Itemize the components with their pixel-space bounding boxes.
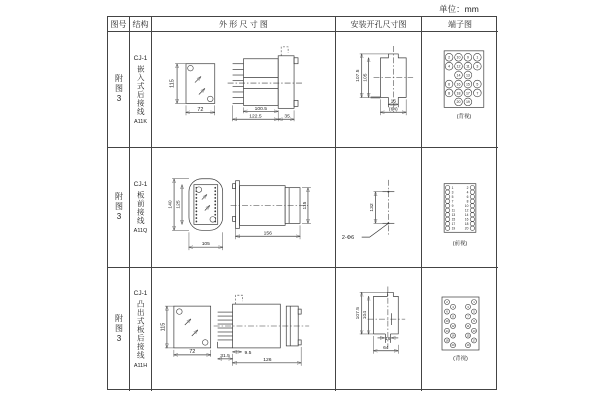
dim-cutout-inner: 104 xyxy=(363,311,369,320)
view-label: (背视) xyxy=(453,356,468,362)
svg-text:9: 9 xyxy=(466,55,469,60)
row1-front-view xyxy=(170,64,215,116)
svg-text:10: 10 xyxy=(445,319,449,324)
svg-text:16: 16 xyxy=(451,333,455,338)
hole-callout: 2-Φ6 xyxy=(341,235,355,242)
row2-front-view xyxy=(168,179,223,250)
row3-structure xyxy=(130,268,152,391)
dim-pin-depth: 31.5 xyxy=(220,353,230,359)
dim-flange: 35 xyxy=(284,114,290,120)
svg-text:7: 7 xyxy=(451,199,454,204)
svg-text:13: 13 xyxy=(451,212,456,217)
svg-text:13: 13 xyxy=(472,328,476,333)
svg-text:5: 5 xyxy=(451,194,454,199)
svg-text:12: 12 xyxy=(451,324,455,329)
dim-side-height: 115 xyxy=(302,201,308,210)
model-label: CJ-1 xyxy=(133,290,148,298)
row2-terminal-cell xyxy=(422,148,498,268)
row2-holes xyxy=(342,180,394,241)
row3-terminal-circles xyxy=(445,300,477,348)
row3-fig-no xyxy=(108,268,130,391)
row1-outline-cell xyxy=(152,32,336,148)
row1-structure xyxy=(130,32,152,148)
dim-front-width: 72 xyxy=(189,348,196,355)
structure-name: 板前接线 xyxy=(136,191,146,225)
row3-install-drawing xyxy=(336,268,421,391)
header-structure: 结构 xyxy=(130,17,152,32)
row2-terminal-circles xyxy=(445,185,474,230)
dim-front-height: 115 xyxy=(169,79,176,88)
dim-cutout-width: (64) xyxy=(388,107,398,113)
svg-text:17: 17 xyxy=(472,338,476,343)
svg-text:5: 5 xyxy=(473,309,475,314)
dim-length: 156 xyxy=(263,231,272,237)
row3-terminal-cell xyxy=(422,268,498,391)
row3-side-view xyxy=(214,295,309,366)
dim-slot: 16 xyxy=(390,99,397,105)
dim-front-height: 115 xyxy=(160,322,167,332)
dim-inner-height: 125 xyxy=(176,200,182,209)
row1-install-drawing xyxy=(336,32,421,147)
header-install: 安装开孔尺寸图 xyxy=(336,17,422,32)
row3-install-cell xyxy=(336,268,422,391)
svg-text:3: 3 xyxy=(451,190,454,195)
dim-total-length: 122.5 xyxy=(249,114,262,120)
svg-text:7: 7 xyxy=(467,314,469,319)
svg-text:9: 9 xyxy=(473,319,475,324)
svg-text:4: 4 xyxy=(448,64,451,69)
svg-text:20: 20 xyxy=(464,226,469,231)
svg-text:10: 10 xyxy=(456,55,461,60)
svg-text:4: 4 xyxy=(466,190,469,195)
svg-text:3: 3 xyxy=(476,64,479,69)
dim-outer-height: 140 xyxy=(168,200,174,209)
svg-text:17: 17 xyxy=(465,91,470,96)
svg-text:16: 16 xyxy=(464,217,469,222)
row1-fig-no xyxy=(108,32,130,148)
row3-outline-drawing xyxy=(152,268,335,391)
svg-text:6: 6 xyxy=(448,82,451,87)
structure-name: 凸出式板后接线 xyxy=(136,300,146,360)
svg-text:15: 15 xyxy=(465,82,470,87)
svg-text:2: 2 xyxy=(448,55,451,60)
row1-terminal-drawing xyxy=(422,32,498,147)
svg-text:3: 3 xyxy=(467,304,469,309)
row1-terminal-circles xyxy=(445,53,481,105)
view-label: (前视) xyxy=(452,241,468,248)
dim-body-length: 100.5 xyxy=(254,106,268,112)
fig-no-label: 附图3 xyxy=(114,314,124,345)
row3-cutout xyxy=(355,287,405,354)
svg-text:2: 2 xyxy=(446,300,448,305)
fig-no-label: 附图3 xyxy=(114,192,124,223)
row2-outline-cell xyxy=(152,148,336,268)
svg-text:14: 14 xyxy=(456,73,461,78)
row1-terminal-cell xyxy=(422,32,498,148)
svg-text:11: 11 xyxy=(466,64,470,69)
svg-text:7: 7 xyxy=(476,91,479,96)
svg-text:11: 11 xyxy=(451,208,455,213)
svg-text:17: 17 xyxy=(451,221,456,226)
row1-install-cell xyxy=(336,32,422,148)
svg-text:14: 14 xyxy=(445,328,449,333)
svg-text:18: 18 xyxy=(445,338,449,343)
dim-length: 126 xyxy=(263,357,272,363)
row2-terminal-drawing xyxy=(422,148,498,267)
header-terminal: 端子图 xyxy=(422,17,498,32)
svg-text:10: 10 xyxy=(464,203,469,208)
dim-cutout-inner: 105 xyxy=(363,73,369,82)
dimension-table xyxy=(107,16,497,390)
svg-text:9: 9 xyxy=(451,203,454,208)
row2-outline-drawing xyxy=(152,148,335,267)
view-label: (背视) xyxy=(456,114,472,121)
unit-label: 单位：mm xyxy=(421,3,497,17)
svg-text:6: 6 xyxy=(466,194,469,199)
row3-front-view xyxy=(160,306,210,357)
svg-text:4: 4 xyxy=(452,304,454,309)
dim-gap: 9.5 xyxy=(244,350,252,356)
dim-cutout-outer: 107.5 xyxy=(356,307,362,320)
svg-text:1: 1 xyxy=(476,55,479,60)
row2-install-cell xyxy=(336,148,422,268)
dim-cutout-width: 64 xyxy=(383,345,389,351)
svg-text:8: 8 xyxy=(452,314,454,319)
svg-text:8: 8 xyxy=(448,91,451,96)
svg-text:5: 5 xyxy=(476,82,479,87)
row1-cutout xyxy=(355,46,413,115)
svg-text:13: 13 xyxy=(465,73,470,78)
svg-text:14: 14 xyxy=(464,212,469,217)
type-code: A11K xyxy=(133,118,148,125)
header-fig-no: 图号 xyxy=(108,17,130,32)
svg-text:20: 20 xyxy=(456,100,461,105)
model-label: CJ-1 xyxy=(133,54,148,62)
row1-side-view xyxy=(228,47,303,121)
svg-text:19: 19 xyxy=(466,343,470,348)
row3-terminal-drawing xyxy=(422,268,498,391)
model-label: CJ-1 xyxy=(133,181,148,188)
svg-text:2: 2 xyxy=(466,185,469,190)
dim-front-width: 105 xyxy=(201,242,210,248)
row1-outline-drawing xyxy=(152,32,335,147)
type-code: A11Q xyxy=(133,228,148,234)
svg-text:6: 6 xyxy=(446,309,448,314)
svg-text:18: 18 xyxy=(456,91,461,96)
row2-fig-no xyxy=(108,148,130,268)
structure-name: 嵌入式后接线 xyxy=(136,64,146,116)
dim-slot: 16 xyxy=(385,335,391,341)
svg-text:1: 1 xyxy=(451,185,454,190)
dim-cutout-outer: 107.5 xyxy=(356,69,362,82)
svg-text:15: 15 xyxy=(466,333,470,338)
row3-outline-cell xyxy=(152,268,336,391)
fig-no-label: 附图3 xyxy=(114,74,124,105)
svg-text:19: 19 xyxy=(465,100,470,105)
row2-install-drawing xyxy=(336,148,421,267)
row2-structure xyxy=(130,148,152,268)
svg-text:19: 19 xyxy=(451,226,456,231)
svg-text:8: 8 xyxy=(466,199,469,204)
svg-text:12: 12 xyxy=(464,208,469,213)
svg-text:12: 12 xyxy=(456,64,461,69)
type-code: A11H xyxy=(133,362,148,369)
svg-text:1: 1 xyxy=(473,300,475,305)
row2-side-view xyxy=(231,181,311,240)
svg-text:15: 15 xyxy=(451,217,456,222)
dim-hole-span: 132 xyxy=(370,203,376,212)
header-outline: 外 形 尺 寸 图 xyxy=(152,17,336,32)
dim-front-width: 72 xyxy=(197,106,204,113)
svg-text:20: 20 xyxy=(451,343,455,348)
svg-text:11: 11 xyxy=(466,324,470,329)
svg-text:18: 18 xyxy=(464,221,469,226)
svg-text:16: 16 xyxy=(456,82,461,87)
